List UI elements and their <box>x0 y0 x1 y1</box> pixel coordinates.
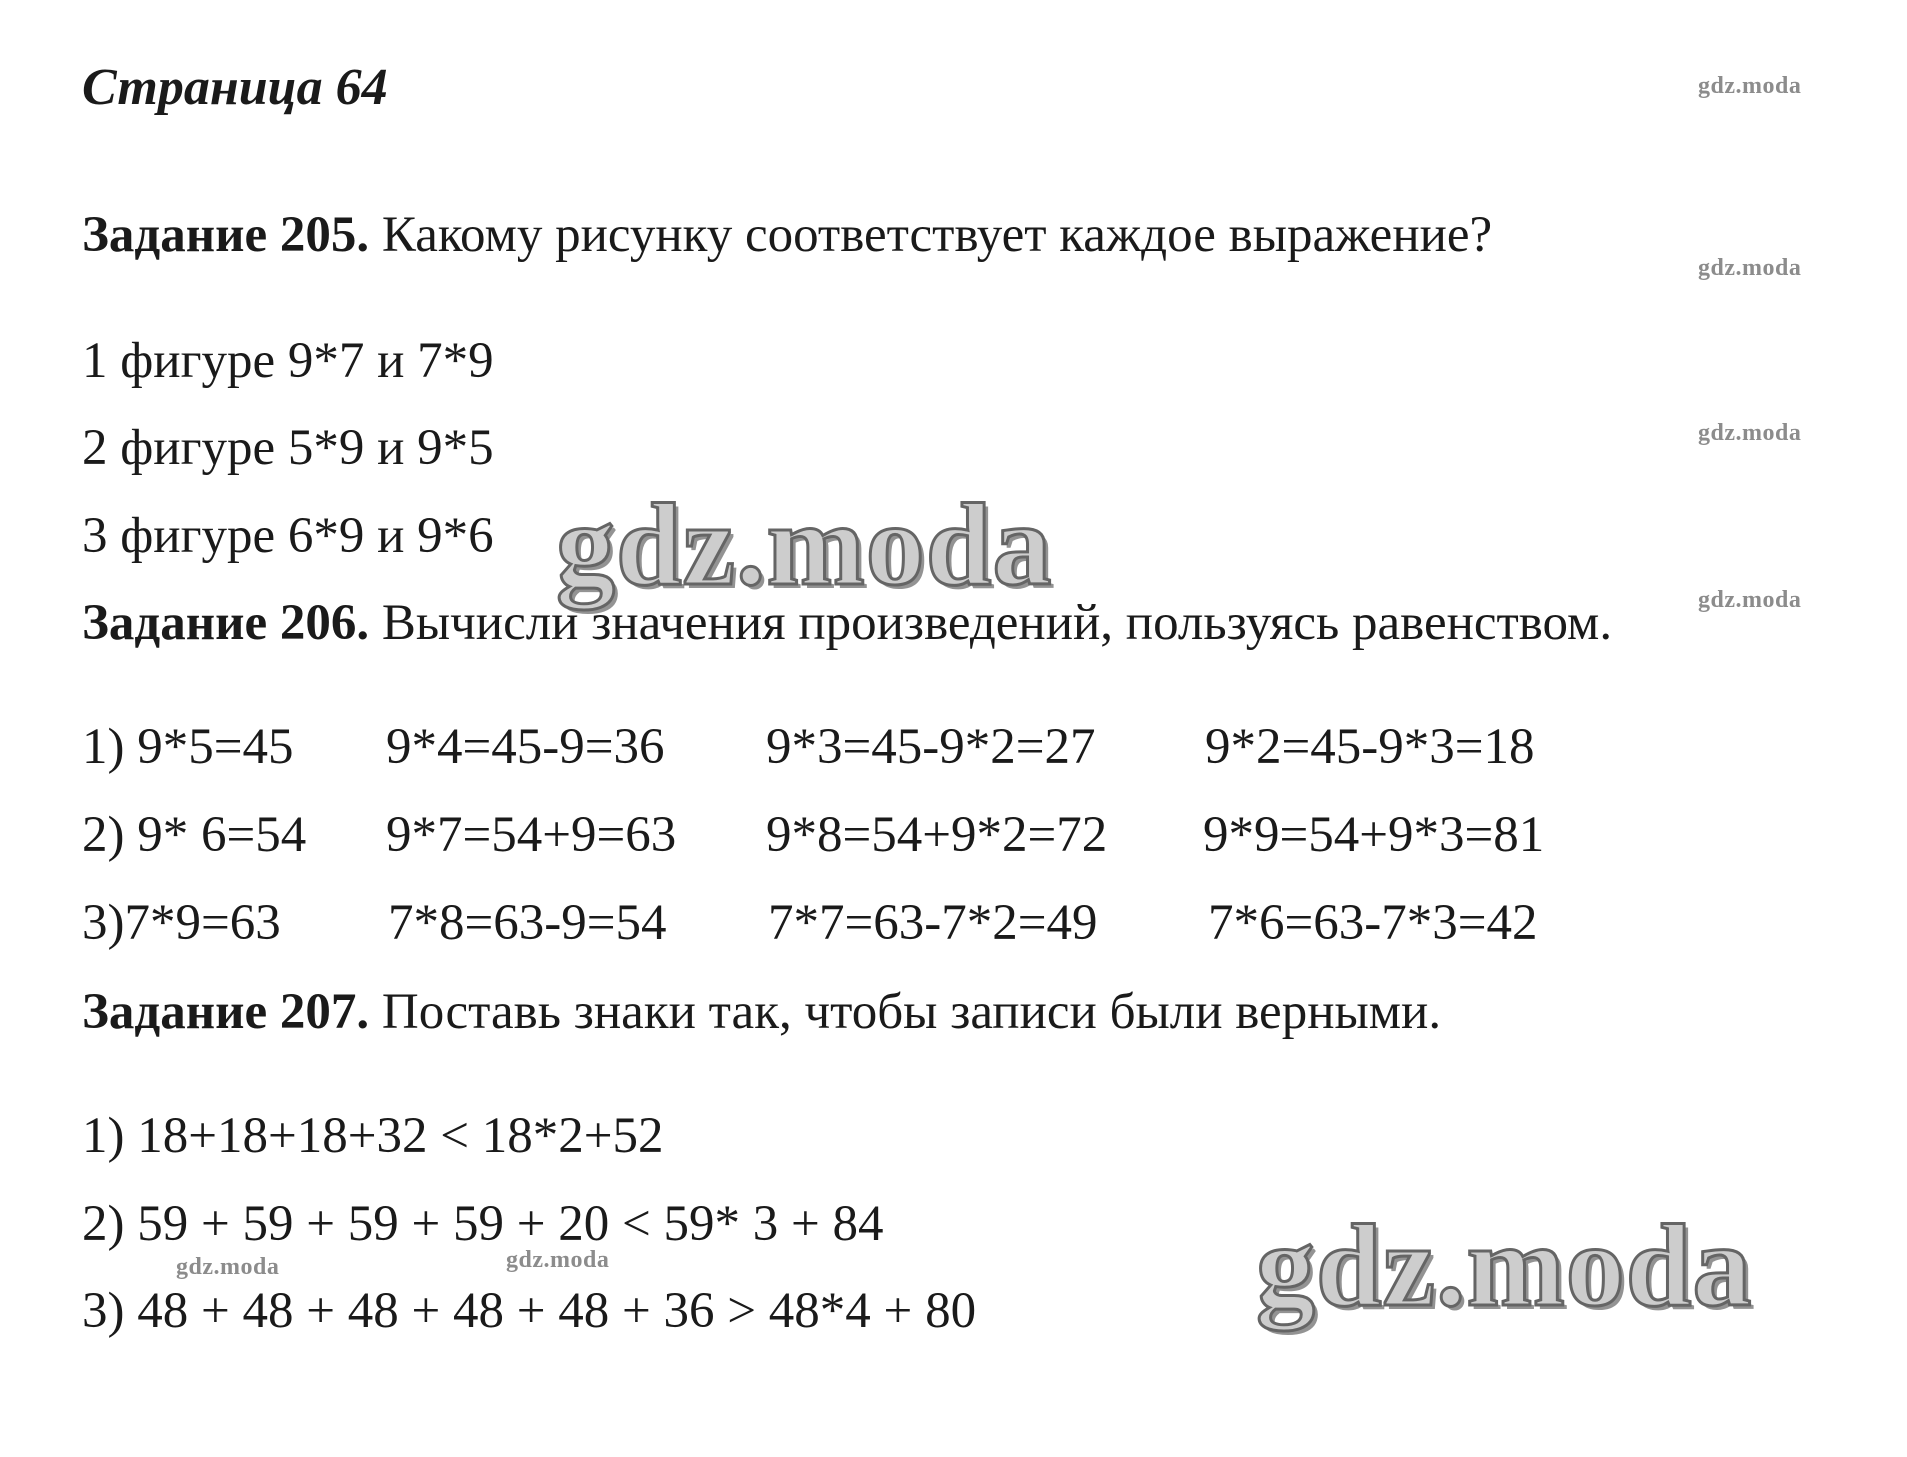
task-205-text: Какому рисунку соответствует каждое выражение? <box>369 207 1493 263</box>
task-206-text: Вычисли значения произведений, пользуясь равенством. <box>369 595 1613 651</box>
task-206-row-3-col-3: 7*7=63-7*2=49 <box>768 895 1098 951</box>
task-206-row-1-col-3: 9*3=45-9*2=27 <box>766 719 1096 775</box>
watermark-small: gdz.moda <box>506 1247 610 1273</box>
task-207-text: Поставь знаки так, чтобы записи были верными. <box>369 984 1442 1040</box>
task-207-heading <box>82 984 1442 1040</box>
task-205-line-3: 3 фигуре 6*9 и 9*6 <box>82 508 494 564</box>
watermark-small: gdz.moda <box>1698 73 1802 99</box>
task-205-line-2: 2 фигуре 5*9 и 9*5 <box>82 420 494 476</box>
task-207-number: Задание 207. <box>82 984 370 1040</box>
task-206-row-2-col-2: 9*7=54+9=63 <box>386 807 677 863</box>
task-206-number: Задание 206. <box>82 595 370 651</box>
task-207-line-2: 2) 59 + 59 + 59 + 59 + 20 < 59* 3 + 84 <box>82 1196 884 1252</box>
task-207-line-3: 3) 48 + 48 + 48 + 48 + 48 + 36 > 48*4 + 80 <box>82 1283 977 1339</box>
watermark-small: gdz.moda <box>1698 420 1802 446</box>
task-206-row-3-col-1: 3)7*9=63 <box>82 895 281 951</box>
task-206-row-2-col-3: 9*8=54+9*2=72 <box>766 807 1108 863</box>
task-205-line-1: 1 фигуре 9*7 и 7*9 <box>82 333 494 389</box>
task-206-row-2-col-4: 9*9=54+9*3=81 <box>1203 807 1545 863</box>
task-206-row-2-col-1: 2) 9* 6=54 <box>82 807 307 863</box>
task-206-row-3-col-4: 7*6=63-7*3=42 <box>1208 895 1538 951</box>
watermark-small: gdz.moda <box>176 1254 280 1280</box>
task-207-line-1: 1) 18+18+18+32 < 18*2+52 <box>82 1108 664 1164</box>
watermark-large: gdz.moda <box>556 479 1053 610</box>
watermark-small: gdz.moda <box>1698 587 1802 613</box>
task-206-row-1-col-2: 9*4=45-9=36 <box>386 719 665 775</box>
page-title: Страница 64 <box>82 59 388 116</box>
task-205-number: Задание 205. <box>82 207 370 263</box>
task-206-row-3-col-2: 7*8=63-9=54 <box>388 895 667 951</box>
watermark-large: gdz.moda <box>1256 1200 1753 1331</box>
watermark-small: gdz.moda <box>1698 255 1802 281</box>
task-205-heading <box>82 207 1493 263</box>
task-206-row-1-col-4: 9*2=45-9*3=18 <box>1205 719 1535 775</box>
task-206-row-1-col-1: 1) 9*5=45 <box>82 719 294 775</box>
